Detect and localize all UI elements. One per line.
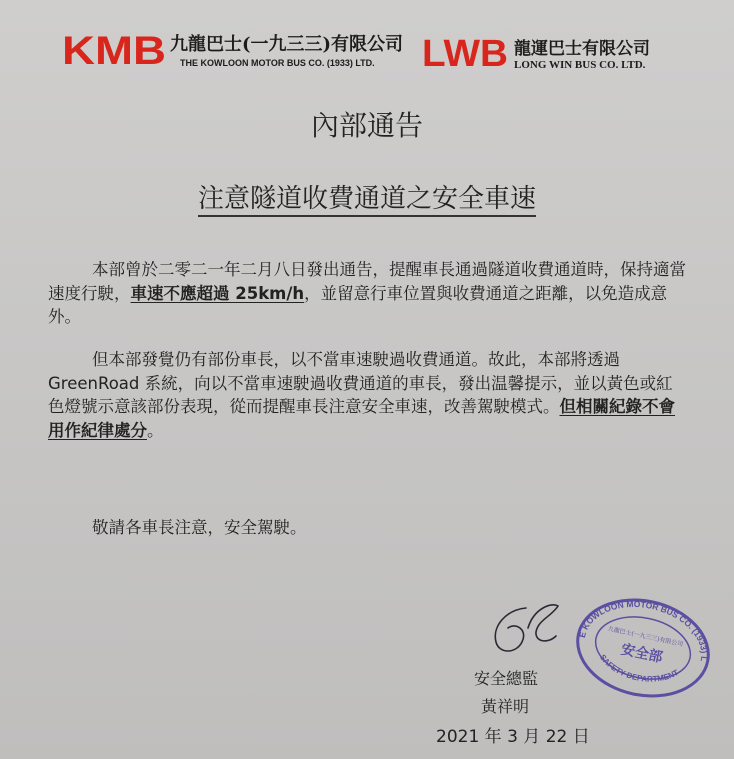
lwb-name-english: LONG WIN BUS CO. LTD.	[514, 59, 646, 71]
kmb-logo	[62, 30, 168, 70]
paragraph-2-text: 但本部發覺仍有部份車長，以不當車速駛過收費通道。故此，本部將透過 GreenRoad 系統，向以不當車速駛過收費通道的車長，發出温馨提示，並以黃色或紅色燈號示意該部份表現，從而提醒車長注意安全車速，改善駕駛模式。	[48, 350, 673, 416]
lwb-logo	[422, 34, 510, 70]
paragraph-2-tail: 。	[147, 420, 164, 440]
safety-department-stamp	[572, 592, 714, 704]
document-title: 注意隧道收費通道之安全車速	[198, 184, 536, 217]
speed-limit-emphasis: 車速不應超過 25km/h	[130, 283, 305, 303]
svg-text:THE KOWLOON MOTOR BUS CO. (193: THE KOWLOON MOTOR BUS CO. (1933) LTD.	[576, 598, 710, 662]
signatory-name: 黃祥明	[481, 697, 530, 716]
handwritten-signature	[486, 598, 566, 660]
lwb-name-chinese: 龍運巴士有限公司	[514, 39, 650, 59]
svg-text:KMB: KMB	[62, 30, 166, 70]
document-type-heading: 內部通告	[310, 109, 423, 142]
kmb-name-chinese: 九龍巴士(一九三三)有限公司	[170, 34, 404, 55]
document-title-wrapper	[0, 178, 734, 215]
closing-remark: 敬請各車長注意，安全駕駛。	[92, 518, 307, 537]
paragraph-1-text: 本部曾於二零二一年二月八日發出通告，提醒車長通過隧道收費通道時，保持適當速度行駛，	[48, 260, 686, 303]
svg-text:九龍巴士(一九三三)有限公司: 九龍巴士(一九三三)有限公司	[607, 625, 684, 649]
kmb-name-english: THE KOWLOON MOTOR BUS CO. (1933) LTD.	[180, 58, 375, 68]
paragraph-1	[48, 258, 688, 329]
svg-text:SAFETY DEPARTMENT: SAFETY DEPARTMENT	[597, 652, 681, 684]
notice-date: 2021 年 3 月 22 日	[436, 727, 590, 747]
svg-text:安全部: 安全部	[619, 641, 664, 667]
no-discipline-emphasis: 但相關紀錄不會用作紀律處分	[48, 397, 675, 440]
paragraph-1-tail: ，並留意行車位置與收費通道之距離，以免造成意外。	[48, 283, 668, 326]
svg-text:LWB: LWB	[422, 34, 508, 70]
signatory-title: 安全總監	[474, 669, 539, 688]
paragraph-2	[48, 348, 688, 442]
